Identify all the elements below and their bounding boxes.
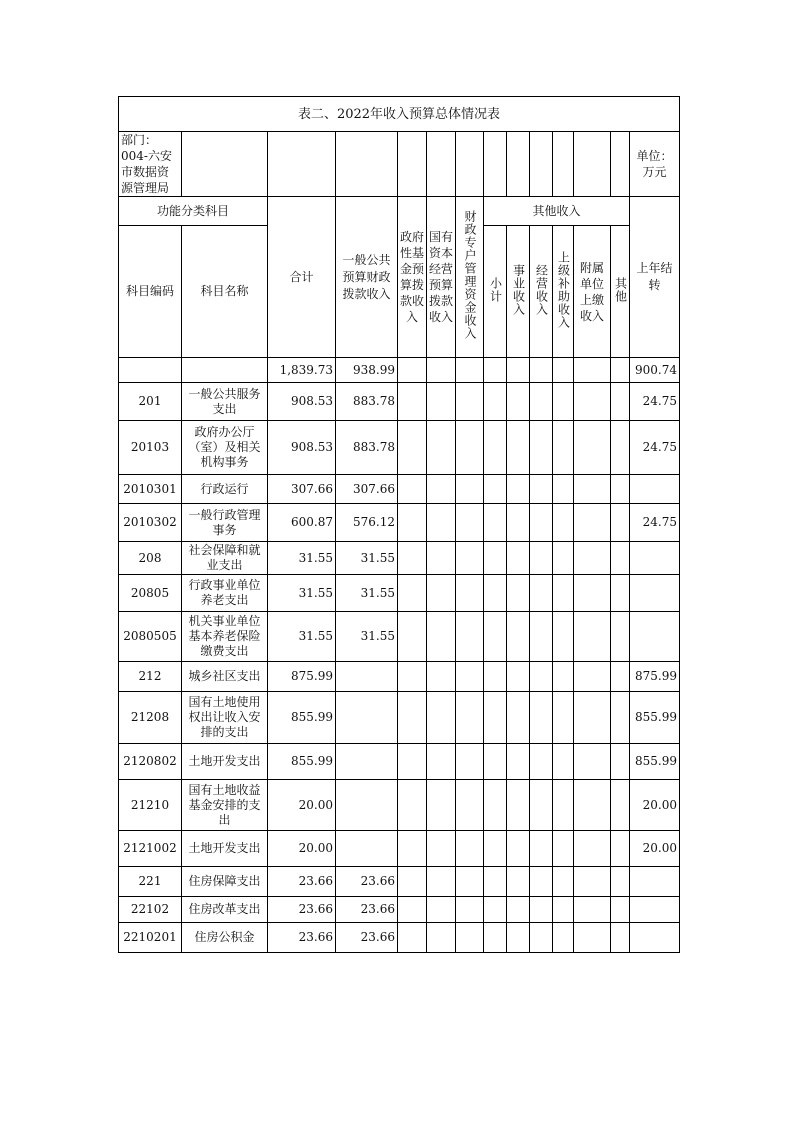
general-cell: 23.66 [336, 897, 398, 923]
empty-cell [530, 575, 553, 612]
name-cell: 土地开发支出 [182, 831, 268, 867]
total-cell: 1,839.73 [268, 358, 336, 383]
carryover-cell: 900.74 [630, 358, 680, 383]
header-business [507, 226, 530, 358]
empty-cell [398, 692, 427, 744]
total-row [119, 358, 680, 383]
budget-table [118, 96, 680, 953]
empty-cell [507, 575, 530, 612]
empty-cell [530, 744, 553, 780]
total-cell: 31.55 [268, 542, 336, 575]
empty-cell [507, 383, 530, 421]
name-cell: 行政运行 [182, 475, 268, 504]
empty-cell [484, 504, 507, 542]
carryover-cell [630, 575, 680, 612]
dept-label: 部门：004-六安市数据资源管理局 [119, 132, 182, 197]
empty-cell [611, 421, 630, 475]
empty-cell [611, 923, 630, 953]
empty-cell [507, 897, 530, 923]
empty-cell [530, 897, 553, 923]
empty-cell [507, 421, 530, 475]
empty-cell [484, 575, 507, 612]
empty-cell [456, 358, 484, 383]
name-cell: 住房改革支出 [182, 897, 268, 923]
empty-cell [530, 504, 553, 542]
empty-cell [484, 831, 507, 867]
empty-cell [456, 744, 484, 780]
empty-cell [507, 504, 530, 542]
empty-cell [456, 780, 484, 831]
table-row [119, 575, 680, 612]
empty-cell [398, 662, 427, 692]
empty-cell [507, 662, 530, 692]
carryover-cell: 875.99 [630, 662, 680, 692]
header-gov-fund: 政府性基金预算拨款收入 [398, 197, 427, 358]
empty-cell [484, 923, 507, 953]
header-other-income: 其他收入 [484, 197, 630, 226]
empty-cell [611, 662, 630, 692]
empty-cell [398, 780, 427, 831]
name-cell: 一般公共服务支出 [182, 383, 268, 421]
empty-cell [611, 612, 630, 662]
empty-cell [530, 831, 553, 867]
name-cell: 国有土地使用权出让收入安排的支出 [182, 692, 268, 744]
code-cell: 22102 [119, 897, 182, 923]
empty-cell [574, 923, 611, 953]
empty-cell [574, 867, 611, 897]
empty-cell [553, 575, 574, 612]
empty-cell [611, 358, 630, 383]
empty-cell [553, 383, 574, 421]
empty-cell [507, 542, 530, 575]
empty-cell [182, 132, 268, 197]
name-cell: 住房保障支出 [182, 867, 268, 897]
empty-cell [507, 923, 530, 953]
empty-cell [398, 923, 427, 953]
empty-cell [507, 475, 530, 504]
total-cell: 23.66 [268, 923, 336, 953]
empty-cell [456, 575, 484, 612]
header-code: 科目编码 [119, 226, 182, 358]
empty-cell [456, 662, 484, 692]
carryover-cell: 855.99 [630, 692, 680, 744]
empty-cell [427, 475, 456, 504]
empty-cell [484, 692, 507, 744]
carryover-cell [630, 542, 680, 575]
general-cell: 307.66 [336, 475, 398, 504]
empty-cell [611, 692, 630, 744]
empty-cell [574, 475, 611, 504]
code-cell: 2010302 [119, 504, 182, 542]
empty-cell [456, 132, 484, 197]
empty-cell [553, 744, 574, 780]
name-cell: 一般行政管理事务 [182, 504, 268, 542]
empty-cell [530, 923, 553, 953]
empty-cell [427, 897, 456, 923]
empty-cell [427, 358, 456, 383]
page-title: 表二、2022年收入预算总体情况表 [119, 97, 680, 132]
code-cell: 221 [119, 867, 182, 897]
empty-cell [574, 358, 611, 383]
empty-cell [398, 504, 427, 542]
empty-cell [574, 542, 611, 575]
empty-cell [182, 358, 268, 383]
empty-cell [427, 132, 456, 197]
header-carryover: 上年结转 [630, 197, 680, 358]
empty-cell [507, 692, 530, 744]
empty-cell [553, 780, 574, 831]
carryover-cell: 855.99 [630, 744, 680, 780]
empty-cell [456, 831, 484, 867]
empty-cell [398, 421, 427, 475]
empty-cell [574, 662, 611, 692]
carryover-cell: 24.75 [630, 421, 680, 475]
empty-cell [553, 542, 574, 575]
empty-cell [611, 475, 630, 504]
empty-cell [427, 780, 456, 831]
empty-cell [427, 504, 456, 542]
general-cell [336, 780, 398, 831]
general-cell [336, 831, 398, 867]
header-other [611, 226, 630, 358]
empty-cell [427, 744, 456, 780]
empty-cell [398, 383, 427, 421]
empty-cell [456, 542, 484, 575]
empty-cell [456, 692, 484, 744]
empty-cell [456, 475, 484, 504]
empty-cell [427, 612, 456, 662]
empty-cell [574, 744, 611, 780]
empty-cell [530, 662, 553, 692]
name-cell: 国有土地收益基金安排的支出 [182, 780, 268, 831]
empty-cell [574, 504, 611, 542]
total-cell: 875.99 [268, 662, 336, 692]
table-row [119, 542, 680, 575]
carryover-cell [630, 923, 680, 953]
empty-cell [427, 542, 456, 575]
header-upper-subsidy [553, 226, 574, 358]
empty-cell [484, 358, 507, 383]
empty-cell [398, 575, 427, 612]
empty-cell [507, 831, 530, 867]
table-row [119, 475, 680, 504]
empty-cell [553, 831, 574, 867]
code-cell: 208 [119, 542, 182, 575]
empty-cell [553, 923, 574, 953]
code-cell: 2120802 [119, 744, 182, 780]
code-cell: 21208 [119, 692, 182, 744]
empty-cell [553, 662, 574, 692]
empty-cell [427, 692, 456, 744]
empty-cell [574, 132, 611, 197]
table-row [119, 744, 680, 780]
empty-cell [427, 867, 456, 897]
carryover-cell: 20.00 [630, 780, 680, 831]
total-cell: 31.55 [268, 575, 336, 612]
general-cell: 883.78 [336, 421, 398, 475]
empty-cell [507, 867, 530, 897]
total-cell: 23.66 [268, 867, 336, 897]
header-name: 科目名称 [182, 226, 268, 358]
total-cell: 31.55 [268, 612, 336, 662]
total-cell: 20.00 [268, 780, 336, 831]
empty-cell [611, 897, 630, 923]
empty-cell [507, 780, 530, 831]
empty-cell [574, 780, 611, 831]
general-cell: 23.66 [336, 867, 398, 897]
table-row [119, 662, 680, 692]
empty-cell [484, 612, 507, 662]
empty-cell [484, 744, 507, 780]
code-cell: 20103 [119, 421, 182, 475]
name-cell: 城乡社区支出 [182, 662, 268, 692]
empty-cell [530, 132, 553, 197]
empty-cell [611, 132, 630, 197]
header-total: 合计 [268, 197, 336, 358]
empty-cell [574, 421, 611, 475]
total-cell: 307.66 [268, 475, 336, 504]
general-cell [336, 662, 398, 692]
code-cell: 2210201 [119, 923, 182, 953]
total-cell: 908.53 [268, 421, 336, 475]
empty-cell [611, 383, 630, 421]
empty-cell [574, 831, 611, 867]
unit-label: 单位：万元 [630, 132, 680, 197]
general-cell [336, 744, 398, 780]
empty-cell [553, 612, 574, 662]
empty-cell [456, 923, 484, 953]
header-operating-text: 经营收入 [534, 263, 549, 316]
name-cell: 行政事业单位养老支出 [182, 575, 268, 612]
name-cell: 住房公积金 [182, 923, 268, 953]
carryover-cell [630, 897, 680, 923]
name-cell: 土地开发支出 [182, 744, 268, 780]
table-row [119, 897, 680, 923]
empty-cell [484, 475, 507, 504]
empty-cell [484, 867, 507, 897]
empty-cell [336, 132, 398, 197]
empty-cell [484, 542, 507, 575]
header-subtotal [484, 226, 507, 358]
general-cell [336, 692, 398, 744]
total-cell: 23.66 [268, 897, 336, 923]
total-cell: 855.99 [268, 744, 336, 780]
empty-cell [530, 542, 553, 575]
table-row [119, 504, 680, 542]
code-cell: 20805 [119, 575, 182, 612]
empty-cell [553, 504, 574, 542]
empty-cell [427, 383, 456, 421]
general-cell: 31.55 [336, 542, 398, 575]
empty-cell [553, 867, 574, 897]
code-cell: 2121002 [119, 831, 182, 867]
empty-cell [611, 867, 630, 897]
empty-cell [456, 612, 484, 662]
empty-cell [398, 475, 427, 504]
carryover-cell [630, 475, 680, 504]
total-cell: 20.00 [268, 831, 336, 867]
empty-cell [507, 744, 530, 780]
header-fiscal-special [456, 197, 484, 358]
empty-cell [553, 132, 574, 197]
empty-cell [398, 132, 427, 197]
carryover-cell [630, 612, 680, 662]
name-cell: 机关事业单位基本养老保险缴费支出 [182, 612, 268, 662]
code-cell: 212 [119, 662, 182, 692]
table-row [119, 923, 680, 953]
empty-cell [268, 132, 336, 197]
empty-cell [456, 867, 484, 897]
general-cell: 883.78 [336, 383, 398, 421]
header-state-capital: 国有资本经营预算拨款收入 [427, 197, 456, 358]
empty-cell [484, 132, 507, 197]
general-cell: 31.55 [336, 575, 398, 612]
empty-cell [484, 421, 507, 475]
table-row [119, 383, 680, 421]
empty-cell [574, 897, 611, 923]
empty-cell [611, 504, 630, 542]
general-cell: 938.99 [336, 358, 398, 383]
empty-cell [398, 897, 427, 923]
empty-cell [553, 475, 574, 504]
total-cell: 600.87 [268, 504, 336, 542]
empty-cell [507, 132, 530, 197]
empty-cell [398, 744, 427, 780]
empty-cell [574, 383, 611, 421]
empty-cell [427, 662, 456, 692]
empty-cell [456, 383, 484, 421]
table-row [119, 780, 680, 831]
empty-cell [611, 575, 630, 612]
empty-cell [507, 358, 530, 383]
header-operating [530, 226, 553, 358]
empty-cell [611, 542, 630, 575]
header-other-text: 其他 [613, 276, 628, 303]
empty-cell [574, 612, 611, 662]
carryover-cell: 24.75 [630, 504, 680, 542]
empty-cell [553, 692, 574, 744]
empty-cell [530, 867, 553, 897]
empty-cell [398, 867, 427, 897]
table-row [119, 421, 680, 475]
empty-cell [484, 662, 507, 692]
empty-cell [398, 831, 427, 867]
empty-cell [611, 780, 630, 831]
empty-cell [574, 692, 611, 744]
empty-cell [611, 831, 630, 867]
empty-cell [398, 612, 427, 662]
header-subtotal-text: 小计 [488, 276, 503, 303]
header-affiliated: 附属单位上缴收入 [574, 226, 611, 358]
empty-cell [456, 897, 484, 923]
carryover-cell: 20.00 [630, 831, 680, 867]
code-cell: 2010301 [119, 475, 182, 504]
empty-cell [456, 421, 484, 475]
empty-cell [427, 421, 456, 475]
carryover-cell [630, 867, 680, 897]
name-cell: 政府办公厅（室）及相关机构事务 [182, 421, 268, 475]
general-cell: 576.12 [336, 504, 398, 542]
table-row [119, 867, 680, 897]
empty-cell [398, 542, 427, 575]
name-cell: 社会保障和就业支出 [182, 542, 268, 575]
empty-cell [427, 575, 456, 612]
code-cell: 2080505 [119, 612, 182, 662]
table-row [119, 692, 680, 744]
table-row [119, 831, 680, 867]
code-cell: 21210 [119, 780, 182, 831]
empty-cell [553, 421, 574, 475]
empty-cell [553, 358, 574, 383]
empty-cell [427, 923, 456, 953]
header-fiscal-special-text: 财政专户管理资金收入 [463, 210, 477, 340]
empty-cell [530, 692, 553, 744]
empty-cell [530, 475, 553, 504]
total-cell: 908.53 [268, 383, 336, 421]
empty-cell [574, 575, 611, 612]
general-cell: 23.66 [336, 923, 398, 953]
header-upper-subsidy-text: 上级补助收入 [556, 250, 571, 329]
empty-cell [484, 383, 507, 421]
table-row [119, 612, 680, 662]
empty-cell [484, 897, 507, 923]
header-business-text: 事业收入 [511, 263, 526, 316]
carryover-cell: 24.75 [630, 383, 680, 421]
empty-cell [530, 612, 553, 662]
empty-cell [427, 831, 456, 867]
header-func-subject: 功能分类科目 [119, 197, 268, 226]
empty-cell [530, 383, 553, 421]
empty-cell [119, 358, 182, 383]
empty-cell [484, 780, 507, 831]
total-cell: 855.99 [268, 692, 336, 744]
header-general-budget: 一般公共预算财政拨款收入 [336, 197, 398, 358]
empty-cell [530, 780, 553, 831]
empty-cell [530, 358, 553, 383]
empty-cell [507, 612, 530, 662]
general-cell: 31.55 [336, 612, 398, 662]
code-cell: 201 [119, 383, 182, 421]
empty-cell [456, 504, 484, 542]
empty-cell [553, 897, 574, 923]
empty-cell [530, 421, 553, 475]
empty-cell [398, 358, 427, 383]
empty-cell [611, 744, 630, 780]
